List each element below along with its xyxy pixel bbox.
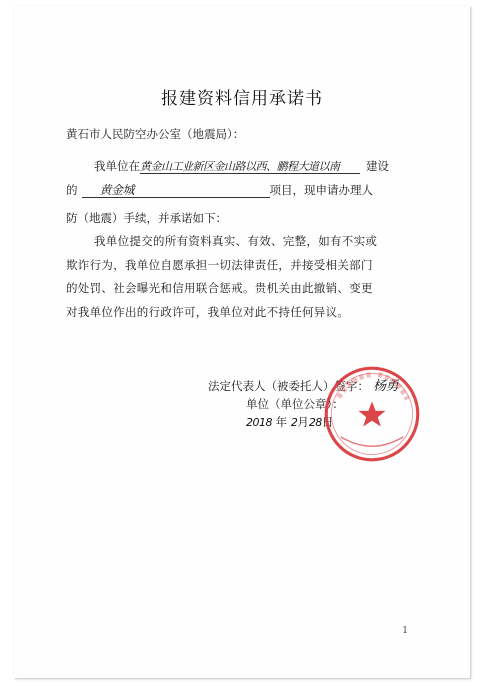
unit-seal-line: 单位（单位公章）：	[246, 397, 344, 411]
project-handwritten: 黄金城	[99, 183, 135, 197]
date-month: 2	[290, 416, 298, 429]
paragraph-line: 对我单位作出的行政许可，我单位对此不持任何异议。	[66, 304, 350, 319]
procedure-line: 防（地震）手续，并承诺如下：	[66, 211, 227, 225]
date-year-label: 年	[275, 415, 288, 429]
page-number: 1	[402, 626, 408, 636]
date-day: 28	[308, 416, 322, 429]
paragraph-line: 的处罚、社会曝光和信用联合惩戒。贵机关由此撤销、变更	[66, 281, 373, 295]
official-seal-stamp	[320, 362, 424, 466]
project-suffix: 项目，现申请办理人	[269, 183, 373, 197]
document-title: 报建资料信用承诺书	[161, 89, 323, 109]
date-day-label: 日	[321, 415, 334, 429]
location-field	[140, 158, 360, 174]
location-line	[94, 158, 389, 174]
project-line	[66, 182, 373, 198]
date-month-label: 月	[297, 415, 309, 429]
paragraph-line: 我单位提交的所有资料真实、有效、完整，如有不实或	[94, 234, 378, 248]
location-prefix: 我单位在	[94, 159, 140, 173]
representative-label: 法定代表人（被委托人）签字：	[208, 379, 369, 393]
date-year: 2018	[246, 416, 272, 429]
project-prefix: 的	[66, 183, 78, 197]
location-handwritten: 黄金山工业新区金山路以西、鹏程大道以南	[140, 160, 340, 173]
project-field	[82, 182, 270, 198]
paragraph-line: 欺诈行为，我单位自愿承担一切法律责任，并接受相关部门	[66, 257, 373, 272]
addressee: 黄石市人民防空办公室（地震局）：	[66, 127, 245, 141]
commitment-paragraph	[66, 230, 446, 324]
document-page	[14, 6, 470, 678]
location-suffix: 建设	[366, 159, 389, 173]
representative-signature: 杨勇	[373, 379, 399, 394]
